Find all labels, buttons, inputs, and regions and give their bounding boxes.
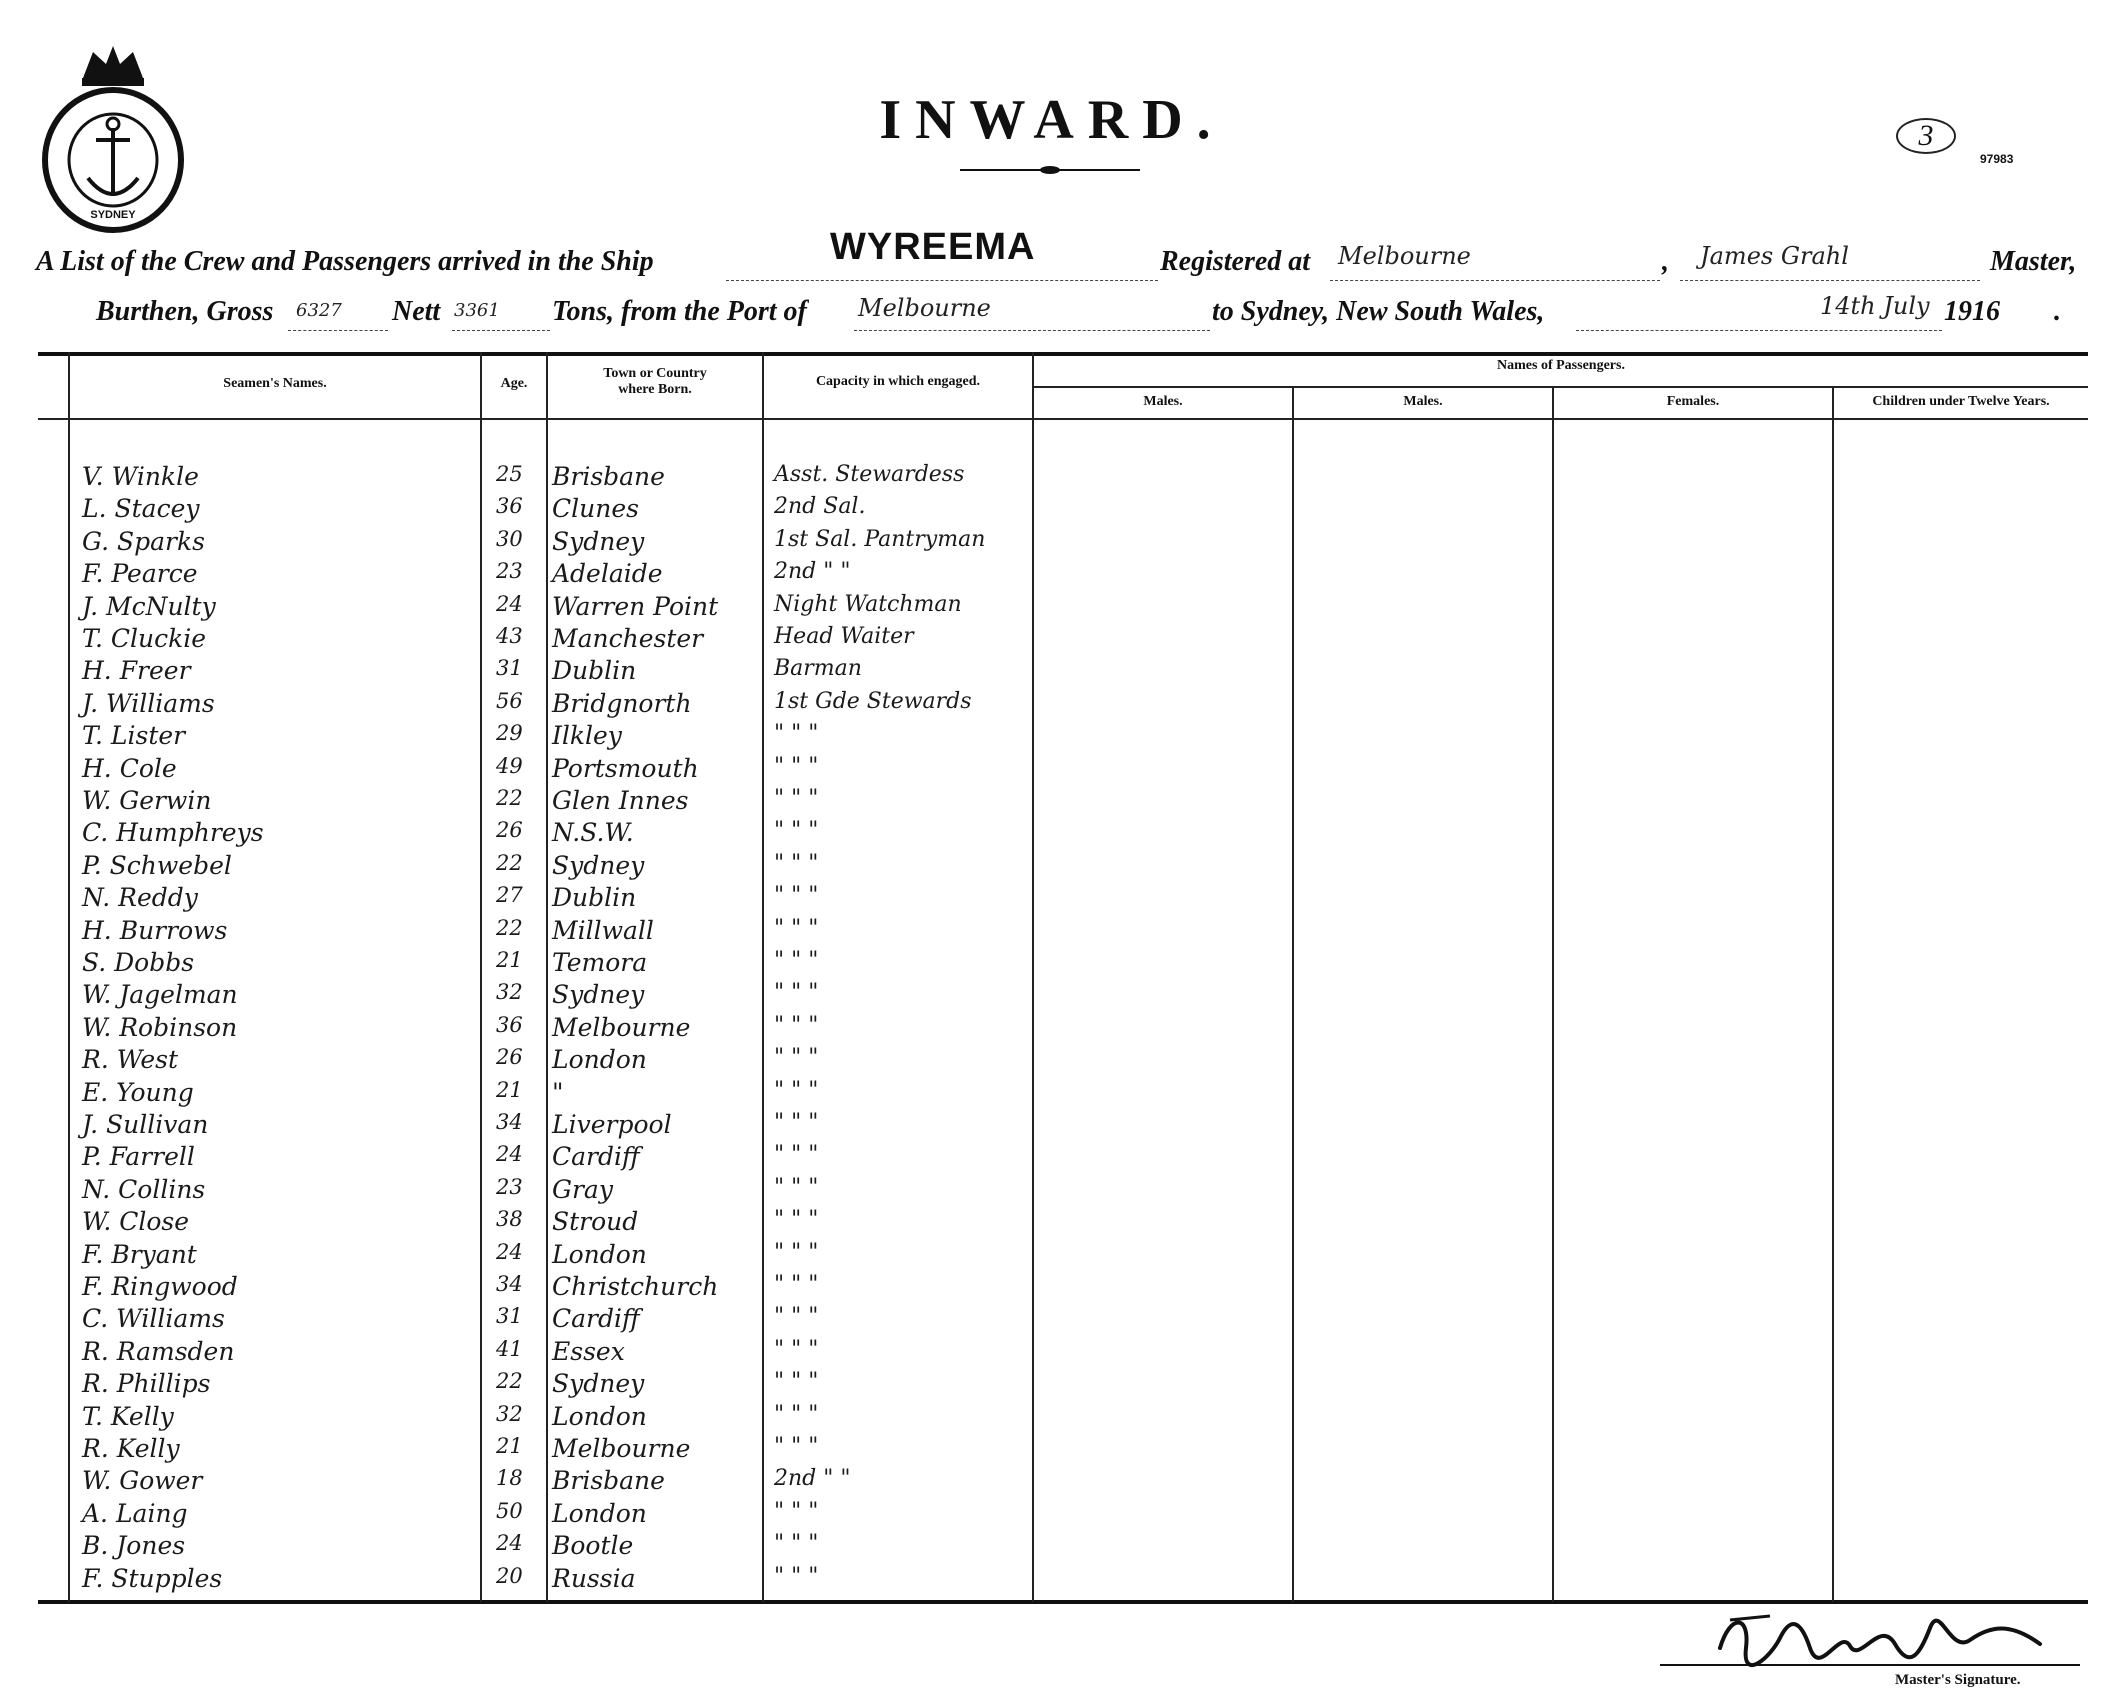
nett-value: 3361 (454, 300, 500, 321)
crew-name: L. Stacey (82, 494, 200, 523)
crew-capacity: " " " (774, 948, 819, 973)
crew-capacity: " " " (774, 1402, 819, 1427)
crew-age: 23 (496, 559, 523, 583)
crew-name: J. Sullivan (82, 1110, 209, 1139)
crew-name: V. Winkle (82, 462, 199, 491)
reference-number: 97983 (1980, 152, 2014, 166)
header-age: Age. (500, 376, 528, 391)
crew-capacity: " " " (774, 1142, 819, 1167)
crew-age: 25 (496, 462, 523, 486)
ship-name: WYREEMA (830, 226, 1036, 268)
master-signature (1710, 1608, 2050, 1668)
crew-name: R. Ramsden (82, 1337, 235, 1366)
header-rule (38, 418, 2088, 420)
crew-birthplace: Essex (552, 1337, 625, 1366)
crew-capacity: " " " (774, 1272, 819, 1297)
crew-birthplace: Millwall (552, 916, 654, 945)
crew-birthplace: Cardiff (552, 1304, 640, 1333)
table-top-rule (38, 352, 2088, 356)
crew-capacity: " " " (774, 1304, 819, 1329)
crew-age: 38 (496, 1207, 523, 1231)
crew-birthplace: Sydney (552, 980, 645, 1009)
crew-age: 31 (496, 1304, 523, 1328)
crew-age: 22 (496, 786, 523, 810)
crew-birthplace: Portsmouth (552, 754, 699, 783)
crew-birthplace: Dublin (552, 883, 637, 912)
crew-age: 24 (496, 592, 523, 616)
svg-text:SYDNEY: SYDNEY (90, 209, 136, 221)
crew-capacity: Barman (774, 656, 862, 681)
crew-name: T. Cluckie (82, 624, 207, 653)
crew-birthplace: Sydney (552, 851, 645, 880)
crew-age: 50 (496, 1499, 523, 1523)
table-bottom-rule (38, 1600, 2088, 1604)
crew-name: C. Humphreys (82, 818, 264, 847)
crew-capacity: Night Watchman (774, 592, 962, 617)
crew-birthplace: Gray (552, 1175, 613, 1204)
crew-name: T. Kelly (82, 1402, 174, 1431)
crew-birthplace: Manchester (552, 624, 704, 653)
crew-capacity: " " " (774, 1564, 819, 1589)
crew-capacity: " " " (774, 818, 819, 843)
header-females: Females. (1666, 394, 1720, 409)
header-where-born: Town or Country where Born. (603, 366, 707, 397)
port-label: Tons, from the Port of (552, 296, 807, 327)
crew-age: 23 (496, 1175, 523, 1199)
crew-age: 20 (496, 1564, 523, 1588)
crew-age: 49 (496, 754, 523, 778)
crew-name: N. Collins (82, 1175, 206, 1204)
crew-capacity: 2nd " " (774, 559, 851, 584)
date-value: 14th July (1820, 292, 1930, 320)
crew-birthplace: Sydney (552, 1369, 645, 1398)
crew-age: 18 (496, 1466, 523, 1490)
crew-birthplace: Temora (552, 948, 648, 977)
crew-age: 31 (496, 656, 523, 680)
crew-age: 29 (496, 721, 523, 745)
crew-name: W. Gower (82, 1466, 203, 1495)
master-signature-label: Master's Signature. (1895, 1672, 2021, 1688)
crew-name: B. Jones (82, 1531, 186, 1560)
header-names-of-passengers: Names of Passengers. (1497, 358, 1625, 373)
burthen-label: Burthen, Gross (96, 296, 274, 327)
header-males-2: Males. (1403, 394, 1443, 409)
crew-capacity: " " " (774, 1078, 819, 1103)
crew-capacity: " " " (774, 1499, 819, 1524)
crew-birthplace: Christchurch (552, 1272, 719, 1301)
crew-age: 22 (496, 1369, 523, 1393)
crew-capacity: " " " (774, 1175, 819, 1200)
crew-birthplace: Stroud (552, 1207, 639, 1236)
registered-label: Registered at (1160, 246, 1311, 277)
crew-age: 34 (496, 1272, 523, 1296)
header-children: Children under Twelve Years. (1872, 394, 2050, 409)
crew-age: 43 (496, 624, 523, 648)
crew-name: J. McNulty (82, 592, 216, 621)
crew-birthplace: Glen Innes (552, 786, 689, 815)
crew-age: 24 (496, 1240, 523, 1264)
crew-capacity: 2nd Sal. (774, 494, 866, 519)
crew-capacity: " " " (774, 883, 819, 908)
title-ornament (960, 160, 1140, 180)
nett-label: Nett (392, 296, 441, 327)
crew-name: W. Robinson (82, 1013, 238, 1042)
port-value: Melbourne (858, 294, 991, 322)
crew-name: N. Reddy (82, 883, 198, 912)
crew-name: F. Ringwood (82, 1272, 238, 1301)
crew-capacity: " " " (774, 1369, 819, 1394)
crew-name: W. Jagelman (82, 980, 238, 1009)
crew-name: J. Williams (82, 689, 215, 718)
crew-name: H. Burrows (82, 916, 228, 945)
crew-age: 32 (496, 980, 523, 1004)
crew-capacity: " " " (774, 1531, 819, 1556)
crew-capacity: Asst. Stewardess (774, 462, 965, 487)
crew-age: 30 (496, 527, 523, 551)
passenger-header-rule (1034, 386, 2088, 388)
crew-age: 32 (496, 1402, 523, 1426)
crew-capacity: " " " (774, 851, 819, 876)
sheet-number: 3 (1896, 118, 1956, 154)
crew-birthplace: London (552, 1045, 647, 1074)
crew-birthplace: Brisbane (552, 1466, 665, 1495)
header-capacity: Capacity in which engaged. (815, 374, 981, 389)
crew-name: P. Schwebel (82, 851, 232, 880)
crew-capacity: Head Waiter (774, 624, 914, 649)
crew-capacity: " " " (774, 721, 819, 746)
crew-birthplace: " (552, 1078, 564, 1107)
crew-age: 26 (496, 818, 523, 842)
crew-capacity: 1st Sal. Pantryman (774, 527, 986, 552)
crew-age: 56 (496, 689, 523, 713)
crew-capacity: " " " (774, 1013, 819, 1038)
crew-birthplace: Brisbane (552, 462, 665, 491)
crew-birthplace: London (552, 1499, 647, 1528)
crew-name: S. Dobbs (82, 948, 195, 977)
year-value: 1916 (1944, 296, 2000, 327)
crew-birthplace: Bridgnorth (552, 689, 692, 718)
crew-birthplace: London (552, 1240, 647, 1269)
crew-age: 27 (496, 883, 523, 907)
crew-birthplace: Russia (552, 1564, 636, 1593)
crew-name: F. Pearce (82, 559, 198, 588)
crew-age: 22 (496, 851, 523, 875)
crew-age: 36 (496, 1013, 523, 1037)
header-seamens-names: Seamen's Names. (223, 376, 327, 391)
crew-age: 26 (496, 1045, 523, 1069)
crew-name: W. Close (82, 1207, 190, 1236)
crew-birthplace: Ilkley (552, 721, 622, 750)
crew-name: H. Freer (82, 656, 191, 685)
list-label: A List of the Crew and Passengers arrived in the Ship (36, 246, 654, 277)
crew-name: H. Cole (82, 754, 177, 783)
crew-capacity: " " " (774, 916, 819, 941)
crew-name: P. Farrell (82, 1142, 195, 1171)
crew-name: C. Williams (82, 1304, 225, 1333)
crew-birthplace: N.S.W. (552, 818, 634, 847)
crew-birthplace: Melbourne (552, 1434, 691, 1463)
crew-age: 21 (496, 1434, 523, 1458)
crew-capacity: 1st Gde Stewards (774, 689, 972, 714)
crew-age: 22 (496, 916, 523, 940)
crew-birthplace: London (552, 1402, 647, 1431)
crew-name: E. Young (82, 1078, 194, 1107)
crew-name: R. West (82, 1045, 179, 1074)
crew-age: 36 (496, 494, 523, 518)
crew-birthplace: Liverpool (552, 1110, 672, 1139)
crew-capacity: " " " (774, 786, 819, 811)
crew-capacity: " " " (774, 1045, 819, 1070)
crew-capacity: " " " (774, 1110, 819, 1135)
crew-birthplace: Bootle (552, 1531, 634, 1560)
crew-name: A. Laing (82, 1499, 188, 1528)
crew-capacity: " " " (774, 754, 819, 779)
document-title: INWARD. (879, 89, 1225, 151)
crew-name: G. Sparks (82, 527, 205, 556)
crew-capacity: " " " (774, 1434, 819, 1459)
gross-value: 6327 (296, 300, 342, 321)
crew-age: 24 (496, 1142, 523, 1166)
crew-birthplace: Warren Point (552, 592, 719, 621)
crew-capacity: " " " (774, 980, 819, 1005)
crew-birthplace: Clunes (552, 494, 639, 523)
crew-name: F. Stupples (82, 1564, 223, 1593)
crew-capacity: " " " (774, 1337, 819, 1362)
crew-capacity: 2nd " " (774, 1466, 851, 1491)
crew-name: W. Gerwin (82, 786, 212, 815)
crew-birthplace: Dublin (552, 656, 637, 685)
crew-age: 41 (496, 1337, 523, 1361)
crew-capacity: " " " (774, 1240, 819, 1265)
signature-rule (1660, 1664, 2080, 1666)
crew-birthplace: Melbourne (552, 1013, 691, 1042)
crew-name: R. Phillips (82, 1369, 211, 1398)
crew-name: F. Bryant (82, 1240, 197, 1269)
crew-age: 24 (496, 1531, 523, 1555)
header-males-1: Males. (1143, 394, 1183, 409)
crew-birthplace: Cardiff (552, 1142, 640, 1171)
registered-at-value: Melbourne (1338, 242, 1471, 270)
master-label: Master, (1990, 246, 2077, 277)
crew-name: T. Lister (82, 721, 186, 750)
crew-birthplace: Adelaide (552, 559, 663, 588)
crew-name: R. Kelly (82, 1434, 180, 1463)
destination-label: to Sydney, New South Wales, (1212, 296, 1545, 327)
master-name-value: James Grahl (1700, 242, 1849, 270)
crew-birthplace: Sydney (552, 527, 645, 556)
crew-age: 34 (496, 1110, 523, 1134)
crew-capacity: " " " (774, 1207, 819, 1232)
crew-age: 21 (496, 1078, 523, 1102)
crew-age: 21 (496, 948, 523, 972)
